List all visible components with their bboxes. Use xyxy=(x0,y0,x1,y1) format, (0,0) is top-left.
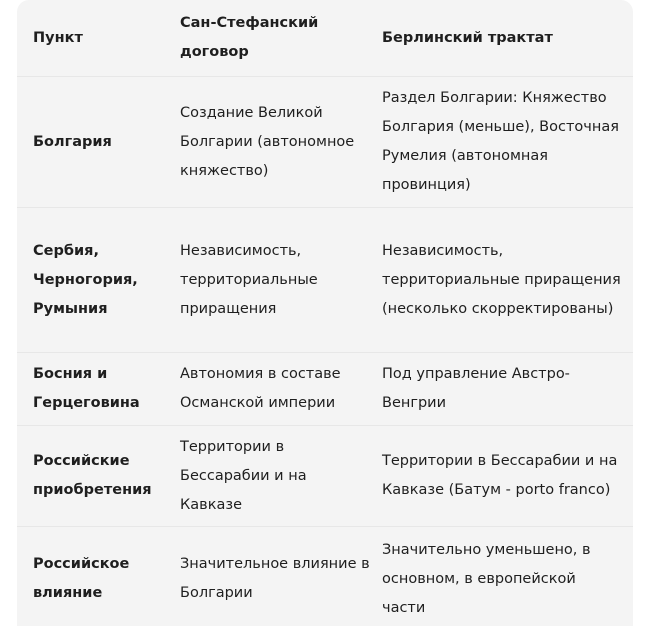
berlin-cell xyxy=(382,426,633,527)
berlin-cell xyxy=(382,77,633,208)
san-stefano-cell-text: Территории в Бессарабии и на Кавказе xyxy=(180,433,382,520)
column-header-item: Пункт xyxy=(17,0,180,77)
row-label xyxy=(17,208,180,353)
berlin-cell-text: Под управление Австро-Венгрии xyxy=(382,360,633,418)
row-label xyxy=(17,353,180,426)
san-stefano-cell-text: Независимость, территориальные приращения xyxy=(180,237,382,324)
table-header-row xyxy=(17,0,633,77)
row-label-text: Российские приобретения xyxy=(33,447,180,505)
san-stefano-cell xyxy=(180,208,382,353)
table-row xyxy=(17,426,633,527)
column-header-san-stefano xyxy=(180,0,382,77)
table-row xyxy=(17,208,633,353)
san-stefano-cell xyxy=(180,353,382,426)
comparison-table-card xyxy=(17,0,633,626)
berlin-cell-text: Территории в Бессарабии и на Кавказе (Батум - porto franco) xyxy=(382,447,633,505)
berlin-cell xyxy=(382,353,633,426)
san-stefano-cell xyxy=(180,426,382,527)
table-row xyxy=(17,77,633,208)
table-row xyxy=(17,353,633,426)
berlin-cell-text: Раздел Болгарии: Княжество Болгария (меньше), Восточная Румелия (автономная провинция) xyxy=(382,84,633,200)
column-header-san-stefano-label: Сан-Стефанский договор xyxy=(180,9,382,67)
row-label: Болгария xyxy=(17,77,180,208)
san-stefano-cell xyxy=(180,527,382,631)
row-label-text: Российское влияние xyxy=(33,550,180,608)
row-label-text: Босния и Герцеговина xyxy=(33,360,180,418)
berlin-cell-text: Значительно уменьшено, в основном, в европейской части xyxy=(382,536,633,623)
table-row xyxy=(17,527,633,631)
berlin-cell xyxy=(382,208,633,353)
san-stefano-cell-text: Автономия в составе Османской империи xyxy=(180,360,382,418)
san-stefano-cell xyxy=(180,77,382,208)
row-label xyxy=(17,426,180,527)
row-label-text: Сербия, Черногория, Румыния xyxy=(33,237,180,324)
berlin-cell xyxy=(382,527,633,631)
san-stefano-cell-text: Значительное влияние в Болгарии xyxy=(180,550,382,608)
berlin-cell-text: Независимость, территориальные приращения (несколько скорректированы) xyxy=(382,237,633,324)
san-stefano-cell-text: Создание Великой Болгарии (автономное княжество) xyxy=(180,99,382,186)
column-header-berlin: Берлинский трактат xyxy=(382,0,633,77)
comparison-table xyxy=(17,0,633,631)
row-label xyxy=(17,527,180,631)
